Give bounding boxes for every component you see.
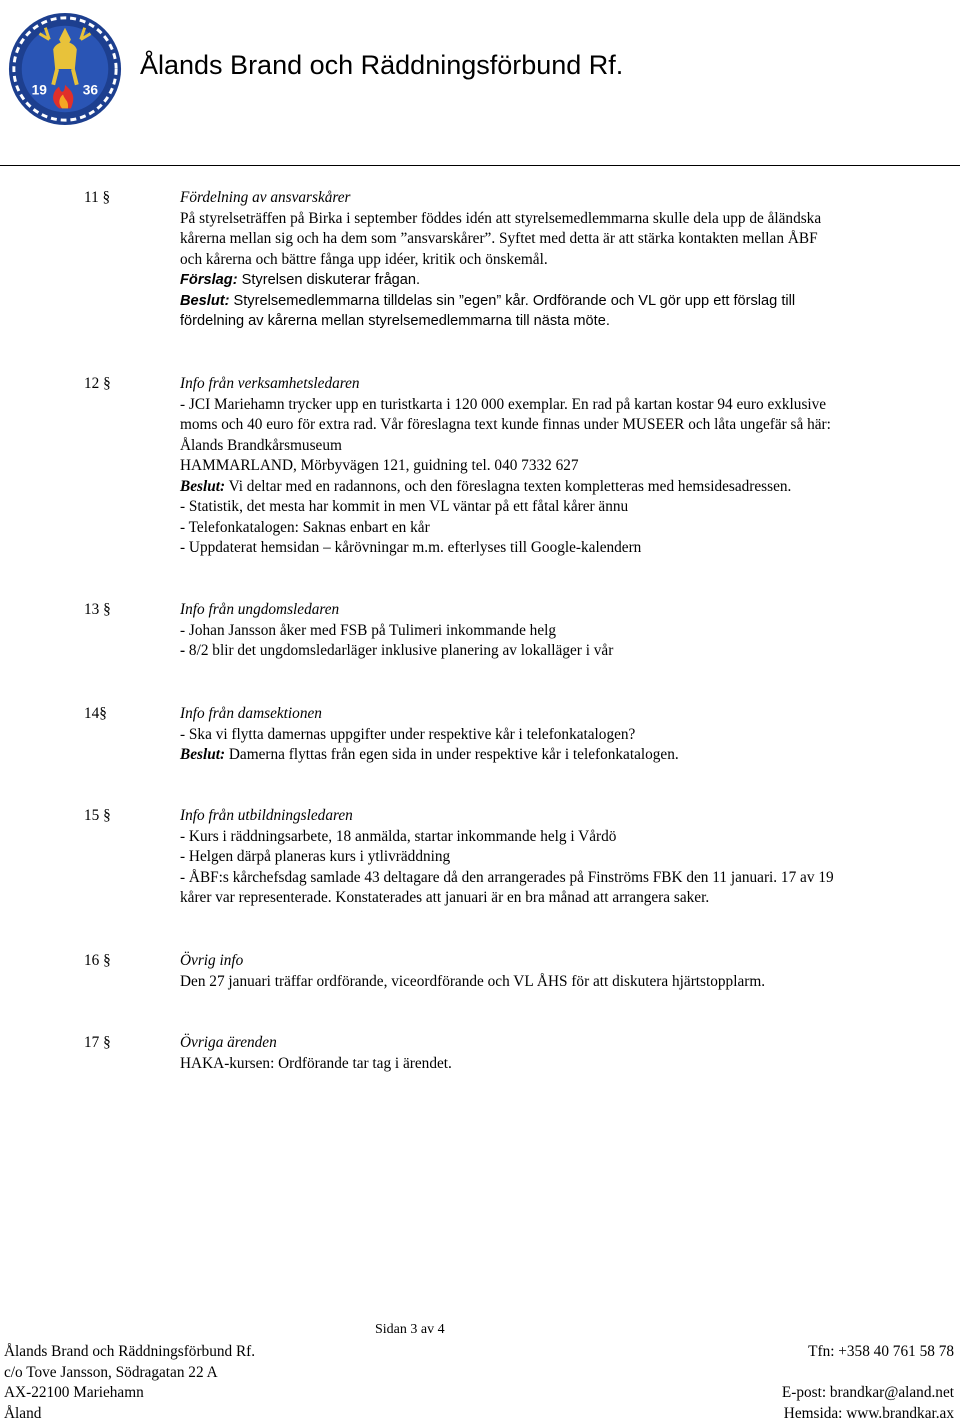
item-title: Fördelning av ansvarskårer bbox=[180, 188, 940, 209]
footer-org-name: Ålands Brand och Räddningsförbund Rf. bbox=[4, 1342, 424, 1363]
item-text-line: - Johan Jansson åker med FSB på Tulimeri inkommande helg bbox=[180, 621, 940, 642]
decision-label: Beslut: bbox=[180, 746, 225, 763]
item-content bbox=[180, 704, 940, 766]
decision-text: Damerna flyttas från egen sida in under respektive kår i telefonkatalogen. bbox=[225, 746, 679, 763]
item-title: Info från damsektionen bbox=[180, 704, 940, 725]
logo-year-left: 19 bbox=[32, 83, 48, 98]
footer-street: c/o Tove Jansson, Södragatan 22 A bbox=[4, 1363, 424, 1384]
item-number: 16 § bbox=[84, 951, 111, 972]
item-content bbox=[180, 188, 940, 332]
item-number: 17 § bbox=[84, 1033, 111, 1054]
item-text-line: - ÅBF:s kårchefsdag samlade 43 deltagare då den arrangerades på Finströms FBK den 11 januari. 17 av 19 bbox=[180, 868, 940, 889]
decision-line-2: fördelning av kårerna mellan styrelsemedlemmarna till nästa möte. bbox=[180, 311, 940, 332]
item-number: 14§ bbox=[84, 704, 107, 725]
item-text: 8/2 blir det ungdomsledarläger inklusive planering av lokalläger i vår bbox=[185, 642, 613, 659]
item-number: 15 § bbox=[84, 806, 111, 827]
item-number: 12 § bbox=[84, 374, 111, 395]
item-title: Info från ungdomsledaren bbox=[180, 600, 940, 621]
organization-logo bbox=[6, 10, 124, 128]
item-text-line: HAMMARLAND, Mörbyvägen 121, guidning tel. 040 7332 627 bbox=[180, 456, 940, 477]
item-content bbox=[180, 374, 940, 559]
item-content bbox=[180, 951, 940, 992]
footer-email[interactable]: E-post: brandkar@aland.net bbox=[654, 1383, 954, 1404]
item-title: Info från verksamhetsledaren bbox=[180, 374, 940, 395]
footer-address bbox=[4, 1342, 424, 1424]
item-text-line: - Kurs i räddningsarbete, 18 anmälda, startar inkommande helg i Vårdö bbox=[180, 827, 940, 848]
footer-postal: AX-22100 Mariehamn bbox=[4, 1383, 424, 1404]
footer-website[interactable]: Hemsida: www.brandkar.ax bbox=[654, 1404, 954, 1424]
item-text-line: - Telefonkatalogen: Saknas enbart en kår bbox=[180, 518, 940, 539]
item-text-line: Den 27 januari träffar ordförande, viceordförande och VL ÅHS för att diskutera hjärtstopplarm. bbox=[180, 972, 940, 993]
page-header bbox=[0, 0, 960, 170]
page-number: Sidan 3 av 4 bbox=[375, 1320, 445, 1341]
footer-region: Åland bbox=[4, 1404, 424, 1424]
item-text-line: kårer var representerade. Konstaterades att januari är en bra månad att arrangera saker. bbox=[180, 888, 940, 909]
page-footer bbox=[0, 1316, 960, 1422]
item-text-line: och kårerna och bättre fånga upp idéer, kritik och önskemål. bbox=[180, 250, 940, 271]
item-number: 11 § bbox=[84, 188, 110, 209]
header-divider bbox=[0, 165, 960, 166]
item-content bbox=[180, 806, 940, 909]
item-text-line: kårerna mellan sig och ha dem som ”ansvarskårer”. Syftet med detta är att stärka kontakten mellan ÅBF bbox=[180, 229, 940, 250]
item-text-line bbox=[180, 641, 940, 662]
item-title: Info från utbildningsledaren bbox=[180, 806, 940, 827]
item-text-line: - Uppdaterat hemsidan – kårövningar m.m. efterlyses till Google-kalendern bbox=[180, 538, 940, 559]
decision-line bbox=[180, 291, 940, 312]
item-text-line: - JCI Mariehamn trycker upp en turistkarta i 120 000 exemplar. En rad på kartan kostar 94 euro exklusive bbox=[180, 395, 940, 416]
decision-label: Beslut: bbox=[180, 478, 225, 495]
item-text-line: moms och 40 euro för extra rad. Vår föreslagna text kunde finnas under MUSEER och låta ungefär så här: bbox=[180, 415, 940, 436]
proposal-label: Förslag: bbox=[180, 272, 238, 288]
item-text-line: - Helgen därpå planeras kurs i ytlivräddning bbox=[180, 847, 940, 868]
footer-contact bbox=[654, 1342, 954, 1424]
footer-spacer bbox=[654, 1363, 954, 1384]
item-text-line: HAKA-kursen: Ordförande tar tag i ärendet. bbox=[180, 1054, 940, 1075]
decision-label: Beslut: bbox=[180, 293, 229, 309]
decision-line bbox=[180, 477, 940, 498]
item-title: Övrig info bbox=[180, 951, 940, 972]
logo-year-right: 36 bbox=[83, 83, 99, 98]
item-text-line: På styrelseträffen på Birka i september föddes idén att styrelsemedlemmarna skulle dela upp de åländska bbox=[180, 209, 940, 230]
item-content bbox=[180, 600, 940, 662]
decision-line bbox=[180, 745, 940, 766]
organization-title: Ålands Brand och Räddningsförbund Rf. bbox=[140, 50, 623, 80]
item-title: Övriga ärenden bbox=[180, 1033, 940, 1054]
decision-text-rest: Ordförande och VL gör upp ett förslag till bbox=[529, 293, 795, 309]
item-text-line: Ålands Brandkårsmuseum bbox=[180, 436, 940, 457]
footer-phone: Tfn: +358 40 761 58 78 bbox=[654, 1342, 954, 1363]
bold-dash: - bbox=[180, 642, 185, 659]
decision-text: Styrelsemedlemmarna tilldelas sin ”egen” kår. bbox=[229, 293, 528, 309]
item-text-line: - Ska vi flytta damernas uppgifter under respektive kår i telefonkatalogen? bbox=[180, 725, 940, 746]
decision-text: Vi deltar med en radannons, och den föreslagna texten kompletteras med hemsidesadressen. bbox=[225, 478, 791, 495]
item-content bbox=[180, 1033, 940, 1074]
proposal-text: Styrelsen diskuterar frågan. bbox=[238, 272, 421, 288]
proposal-line bbox=[180, 270, 940, 291]
item-text-line: - Statistik, det mesta har kommit in men VL väntar på ett fåtal kårer ännu bbox=[180, 497, 940, 518]
item-number: 13 § bbox=[84, 600, 111, 621]
